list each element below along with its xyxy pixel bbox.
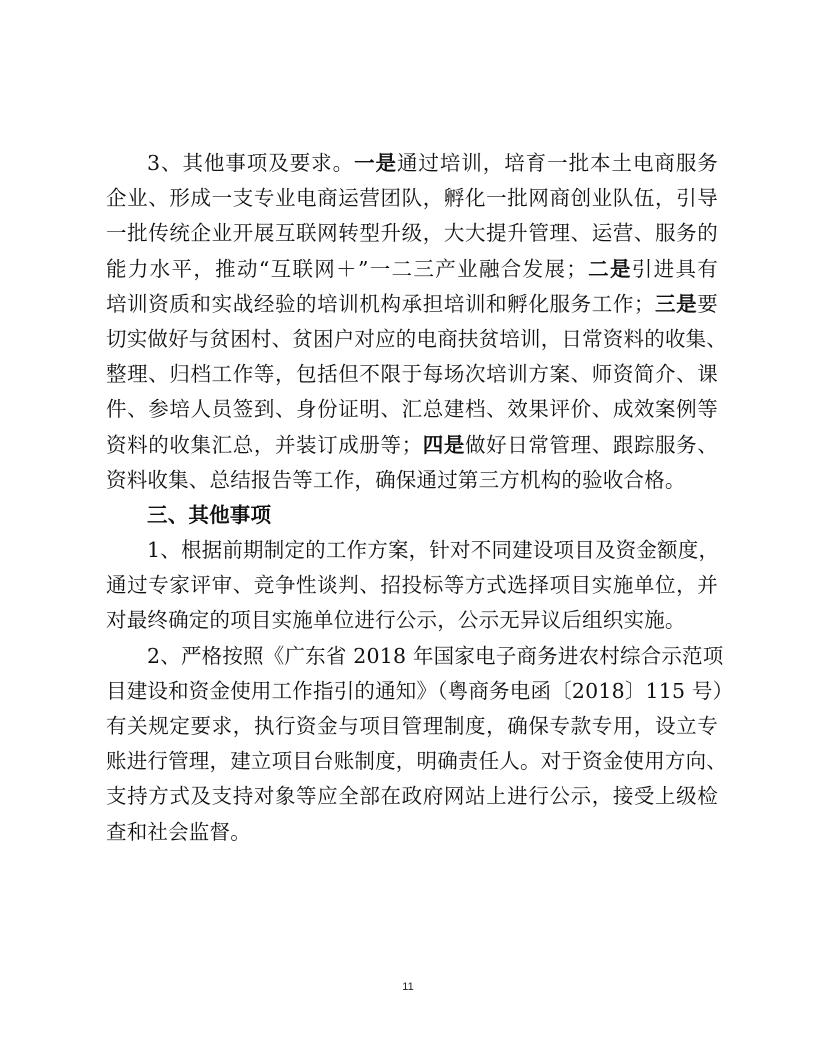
bold-marker: 四是 bbox=[422, 432, 465, 457]
text-line: 通过专家评审、竞争性谈判、招投标等方式选择项目实施单位，并 bbox=[106, 573, 718, 598]
text-line: 查和社会监督。 bbox=[106, 819, 251, 844]
page-number: 11 bbox=[402, 981, 414, 993]
text-line: 2、严格按照《广东省 2018 年国家电子商务进农村综合示范项 bbox=[147, 643, 724, 668]
text-line: 目建设和资金使用工作指引的通知》（粤商务电函〔2018〕115 号） bbox=[106, 678, 734, 703]
text-line: 切实做好与贫困村、贫困户对应的电商扶贫培训，日常资料的收集、 bbox=[106, 326, 727, 351]
text-line: 有关规定要求，执行资金与项目管理制度，确保专款专用，设立专 bbox=[106, 714, 718, 738]
text-line: 3、其他事项及要求。一是通过培训，培育一批本土电商服务 bbox=[147, 151, 718, 175]
text-line: 企业、形成一支专业电商运营团队，孵化一批网商创业队伍，引导 bbox=[106, 186, 718, 211]
text-line: 一批传统企业开展互联网转型升级，大大提升管理、运营、服务的 bbox=[106, 221, 718, 246]
document-body bbox=[106, 146, 734, 850]
bold-marker: 二是 bbox=[586, 256, 632, 281]
text-line: 账进行管理，建立项目台账制度，明确责任人。对于资金使用方向、 bbox=[106, 749, 727, 774]
text-line: 对最终确定的项目实施单位进行公示，公示无异议后组织实施。 bbox=[106, 608, 686, 633]
section-heading: 三、其他事项 bbox=[147, 502, 272, 527]
paragraph-item-2 bbox=[106, 639, 734, 850]
text-line: 1、根据前期制定的工作方案，针对不同建设项目及资金额度， bbox=[147, 538, 720, 563]
text-line: 能力水平，推动“互联网＋”一二三产业融合发展；二是引进具有 bbox=[106, 256, 718, 281]
bold-marker: 一是 bbox=[354, 151, 397, 175]
paragraph-item-1 bbox=[106, 533, 718, 639]
text-line: 件、参培人员签到、身份证明、汇总建档、效果评价、成效案例等 bbox=[106, 397, 718, 422]
text-line: 培训资质和实战经验的培训机构承担培训和孵化服务工作；三是要 bbox=[106, 291, 718, 316]
text-line: 整理、归档工作等，包括但不限于每场次培训方案、师资简介、课 bbox=[106, 362, 718, 387]
bold-marker: 三是 bbox=[654, 291, 698, 316]
text-line: 支持方式及支持对象等应全部在政府网站上进行公示，接受上级检 bbox=[106, 784, 718, 809]
text-line: 资料收集、总结报告等工作，确保通过第三方机构的验收合格。 bbox=[106, 467, 686, 492]
text-line: 资料的收集汇总，并装订成册等；四是做好日常管理、跟踪服务、 bbox=[106, 432, 718, 457]
paragraph-requirements bbox=[106, 146, 727, 498]
